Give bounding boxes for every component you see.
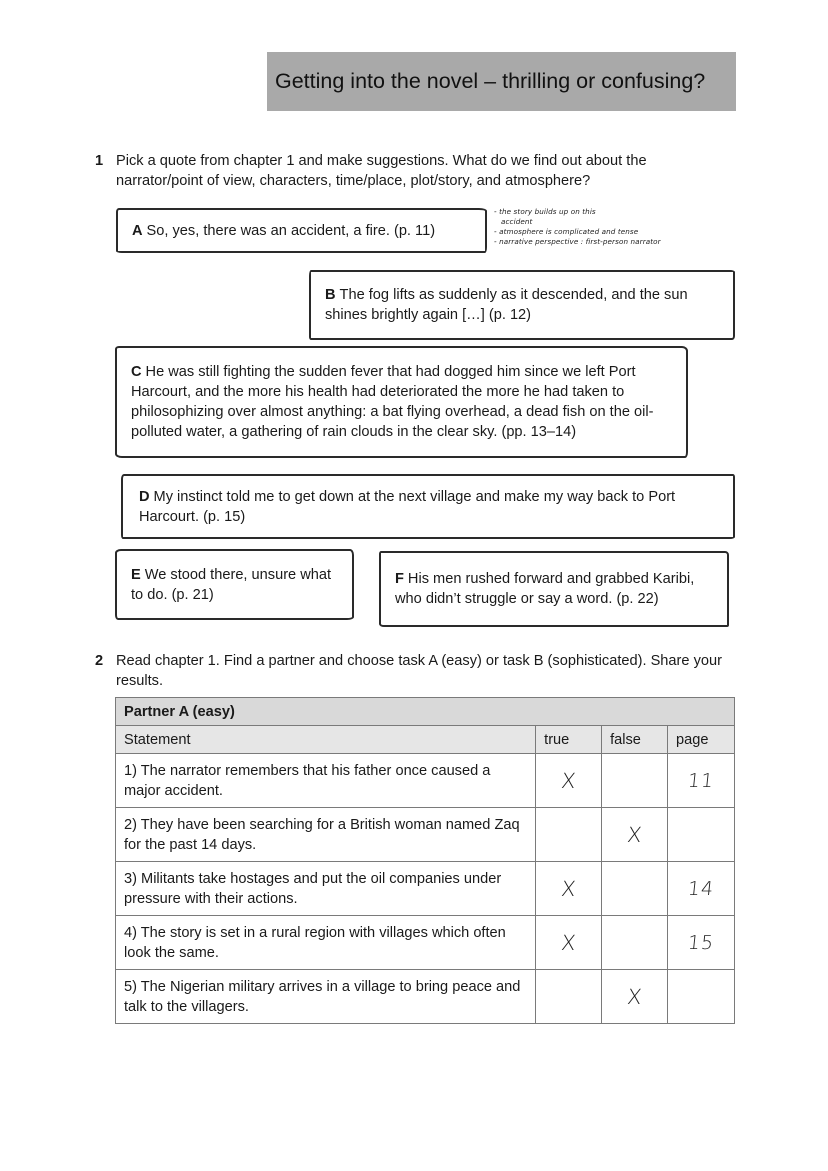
true-cell[interactable]	[536, 808, 602, 862]
quote-text: So, yes, there was an accident, a fire. (p. 11)	[146, 222, 436, 239]
task-number: 1	[95, 153, 104, 169]
table-row	[116, 754, 735, 808]
column-false: false	[602, 726, 668, 754]
true-false-table	[115, 697, 735, 1024]
task-number: 2	[95, 653, 104, 669]
worksheet-title: Getting into the novel – thrilling or confusing?	[275, 69, 706, 93]
table-row	[116, 862, 735, 916]
task-2-line-2: results.	[116, 673, 164, 689]
worksheet-title-box	[267, 52, 736, 111]
statement-cell: 2) They have been searching for a British woman named Zaq for the past 14 days.	[116, 808, 536, 862]
true-cell[interactable]	[536, 970, 602, 1024]
partner-a-title: Partner A (easy)	[116, 698, 735, 726]
check-mark: X	[626, 984, 644, 1009]
table-column-header	[116, 726, 735, 754]
false-cell[interactable]	[602, 970, 668, 1024]
quote-text: We stood there, unsure what to do. (p. 21)	[131, 566, 332, 603]
note-line: - the story builds up on this	[494, 207, 596, 216]
note-line: - narrative perspective : first-person narrator	[494, 237, 661, 246]
statement-cell: 3) Militants take hostages and put the oil companies under pressure with their actions.	[116, 862, 536, 916]
check-mark: X	[560, 930, 578, 955]
quote-text: His men rushed forward and grabbed Karibi, who didn’t struggle or say a word. (p. 22)	[395, 571, 695, 607]
quote-text: The fog lifts as suddenly as it descended, and the sun shines brightly again […] (p. 12)	[325, 287, 688, 323]
false-cell[interactable]	[602, 916, 668, 970]
quote-letter: D	[139, 488, 150, 505]
quote-text: He was still fighting the sudden fever that had dogged him since we left Port Harcourt, and the more his health had deteriorated the more he had taken to philosophizing over almost anything: a bat flying overhead, a dead fish on the oil-polluted water, a gathering of rain clouds in the clear sky. (pp. 13–14)	[131, 364, 654, 440]
true-cell[interactable]	[536, 916, 602, 970]
statement-cell: 5) The Nigerian military arrives in a village to bring peace and talk to the villagers.	[116, 970, 536, 1024]
quote-card-f	[379, 551, 729, 627]
page-cell[interactable]	[668, 970, 735, 1024]
table-row	[116, 916, 735, 970]
statement-cell: 4) The story is set in a rural region with villages which often look the same.	[116, 916, 536, 970]
true-cell[interactable]	[536, 862, 602, 916]
quote-card-c	[115, 346, 688, 458]
quote-text: My instinct told me to get down at the next village and make my way back to Port Harcourt. (p. 15)	[139, 488, 676, 525]
page-number: 14	[686, 877, 716, 900]
quote-letter: B	[325, 287, 336, 303]
false-cell[interactable]	[602, 862, 668, 916]
statement-cell: 1) The narrator remembers that his father once caused a major accident.	[116, 754, 536, 808]
page-cell[interactable]	[668, 916, 735, 970]
quote-card-b	[309, 270, 735, 340]
check-mark: X	[560, 768, 578, 793]
note-line: - atmosphere is complicated and tense	[494, 227, 639, 236]
false-cell[interactable]	[602, 808, 668, 862]
column-true: true	[536, 726, 602, 754]
task-2-line-1: Read chapter 1. Find a partner and choose task A (easy) or task B (sophisticated). Share your	[116, 653, 722, 669]
quote-card-e	[115, 549, 354, 620]
table-row	[116, 808, 735, 862]
task-1-line-2: narrator/point of view, characters, time/place, plot/story, and atmosphere?	[116, 173, 591, 189]
quote-card-a	[116, 208, 487, 253]
handwritten-notes	[494, 207, 694, 247]
task-2-instruction	[95, 651, 755, 691]
quote-letter: A	[132, 222, 143, 239]
table-row	[116, 970, 735, 1024]
task-1-instruction	[95, 151, 755, 191]
task-1-line-1: Pick a quote from chapter 1 and make suggestions. What do we find out about the	[116, 153, 647, 169]
quote-card-d	[121, 474, 735, 539]
quote-letter: C	[131, 364, 142, 380]
check-mark: X	[560, 876, 578, 901]
quote-letter: E	[131, 566, 141, 583]
page-number: 11	[686, 769, 716, 792]
quote-letter: F	[395, 571, 404, 587]
page-cell[interactable]	[668, 862, 735, 916]
page-cell[interactable]	[668, 754, 735, 808]
check-mark: X	[626, 822, 644, 847]
page-number: 15	[686, 931, 716, 954]
false-cell[interactable]	[602, 754, 668, 808]
column-page: page	[668, 726, 735, 754]
true-cell[interactable]	[536, 754, 602, 808]
table-group-header	[116, 698, 735, 726]
column-statement: Statement	[116, 726, 536, 754]
note-line: accident	[501, 217, 533, 226]
page-cell[interactable]	[668, 808, 735, 862]
